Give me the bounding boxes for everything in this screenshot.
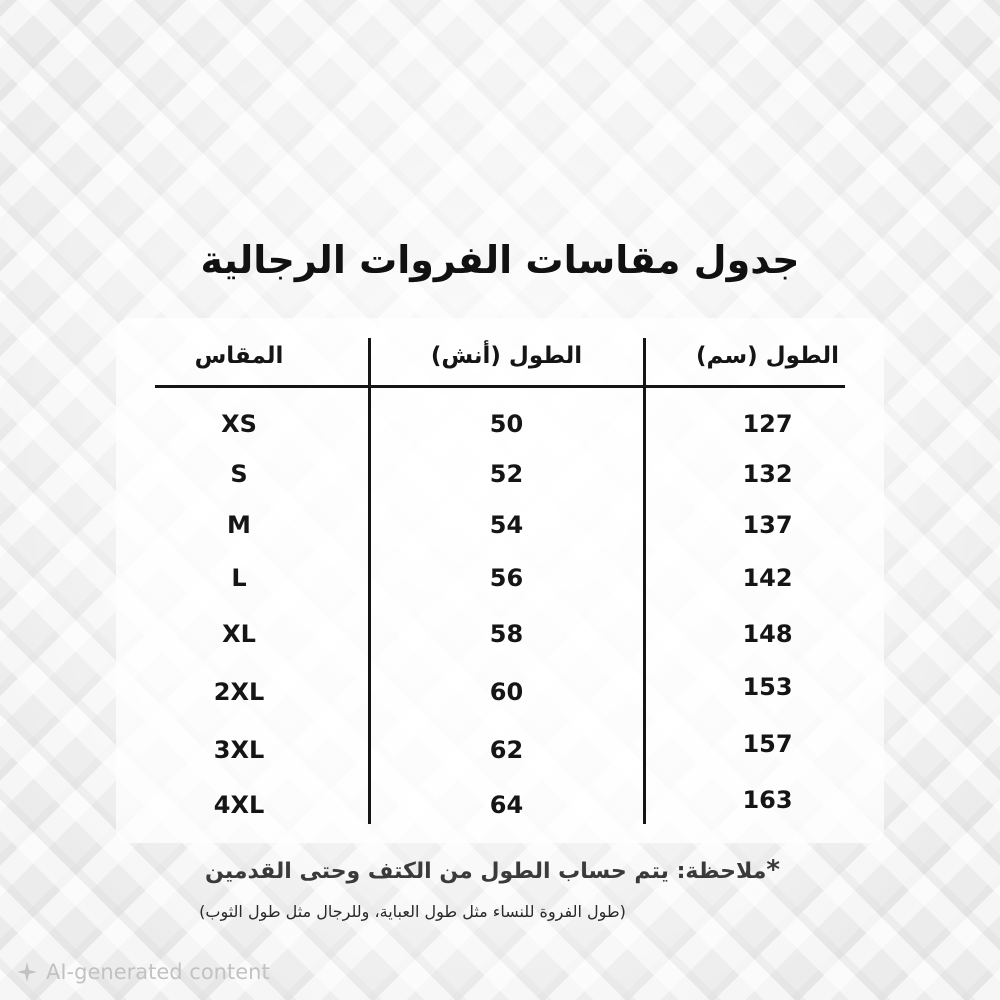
cell-size: 3XL — [213, 736, 265, 764]
header-length-cm: الطول (سم) — [696, 343, 839, 369]
cell-cm: 127 — [742, 410, 793, 438]
header-size: المقاس — [194, 343, 284, 369]
cell-inch: 60 — [489, 678, 524, 706]
watermark-text: AI-generated content — [46, 960, 270, 984]
cell-inch: 50 — [489, 410, 524, 438]
footnote-detail: (طول الفروة للنساء مثل طول العباية، وللرجال مثل طول الثوب) — [199, 902, 626, 921]
cell-size: L — [231, 564, 247, 592]
cell-cm: 137 — [742, 511, 793, 539]
cell-cm: 157 — [742, 730, 793, 758]
cell-size: 4XL — [213, 791, 265, 819]
header-rule — [155, 385, 845, 388]
cell-cm: 153 — [742, 673, 793, 701]
cell-cm: 132 — [742, 460, 793, 488]
cell-cm: 163 — [742, 786, 793, 814]
cell-size: M — [227, 511, 251, 539]
header-length-inch: الطول (أنش) — [430, 343, 583, 369]
cell-inch: 54 — [489, 511, 524, 539]
ai-watermark — [16, 960, 270, 984]
cell-cm: 142 — [742, 564, 793, 592]
cell-inch: 56 — [489, 564, 524, 592]
cell-size: S — [230, 460, 248, 488]
cell-size: 2XL — [213, 678, 265, 706]
footnote — [120, 855, 865, 885]
cell-size: XS — [221, 410, 257, 438]
page-title: جدول مقاسات الفروات الرجالية — [200, 238, 800, 282]
cell-inch: 52 — [489, 460, 524, 488]
footnote-asterisk: * — [766, 855, 780, 885]
footnote-text: ملاحظة: يتم حساب الطول من الكتف وحتى القدمين — [205, 859, 767, 884]
cell-inch: 64 — [489, 791, 524, 819]
cell-inch: 58 — [489, 620, 524, 648]
sparkle-icon — [16, 961, 38, 983]
cell-cm: 148 — [742, 620, 793, 648]
cell-size: XL — [222, 620, 256, 648]
cell-inch: 62 — [489, 736, 524, 764]
